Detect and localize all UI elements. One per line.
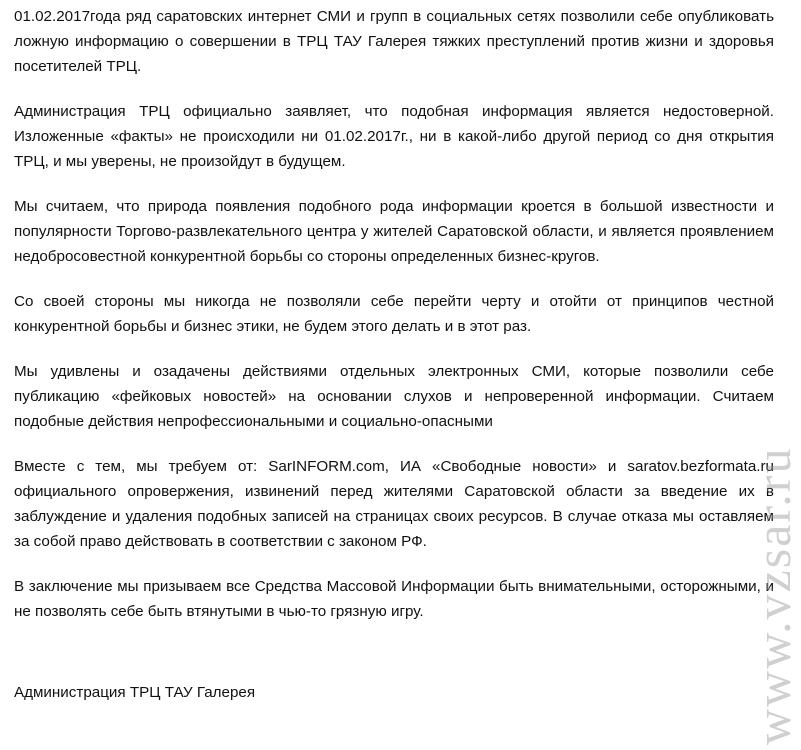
paragraph-2: Администрация ТРЦ официально заявляет, что подобная информация является недостоверной. Изложенные «факты» не происходили ни 01.02.2017г., ни в какой-либо другой период со дня открытия ТРЦ, и мы уверены, не произойдут в будущем. xyxy=(14,103,774,170)
paragraph-1: 01.02.2017года ряд саратовских интернет СМИ и групп в социальных сетях позволили себе опубликовать ложную информацию о совершении в ТРЦ ТАУ Галерея тяжких преступлений против жизни и здоровья посетителей ТРЦ. xyxy=(14,8,774,75)
signature: Администрация ТРЦ ТАУ Галерея xyxy=(14,684,256,701)
paragraph-4: Со своей стороны мы никогда не позволяли себе перейти черту и отойти от принципов честной конкурентной борьбы и бизнес этики, не будем этого делать и в этот раз. xyxy=(14,293,774,335)
paragraph-6: Вместе с тем, мы требуем от: SarINFORM.com, ИА «Свободные новости» и saratov.bezformata.ru официального опровержения, извинений перед жителями Саратовской области за введение их в заблуждение и удаления подобных записей на страницах своих ресурсов. В случае отказа мы оставляем за собой право действовать в соответствии с законом РФ. xyxy=(14,458,774,550)
paragraph-3: Мы считаем, что природа появления подобного рода информации кроется в большой известности и популярности Торгово-развлекательного центра у жителей Саратовской области, и является проявлением недобросовестной конкурентной борьбы со стороны определенных бизнес-кругов. xyxy=(14,198,774,265)
watermark-text: www.vzsar.ru xyxy=(745,446,801,745)
statement-document xyxy=(14,4,774,644)
watermark xyxy=(745,405,801,745)
paragraph-7: В заключение мы призываем все Средства Массовой Информации быть внимательными, осторожными, и не позволять себе быть втянутыми в чью-то грязную игру. xyxy=(14,578,774,620)
paragraph-5: Мы удивлены и озадачены действиями отдельных электронных СМИ, которые позволили себе публикацию «фейковых новостей» на основании слухов и непроверенной информации. Считаем подобные действия непрофессиональными и социально-опасными xyxy=(14,363,774,430)
